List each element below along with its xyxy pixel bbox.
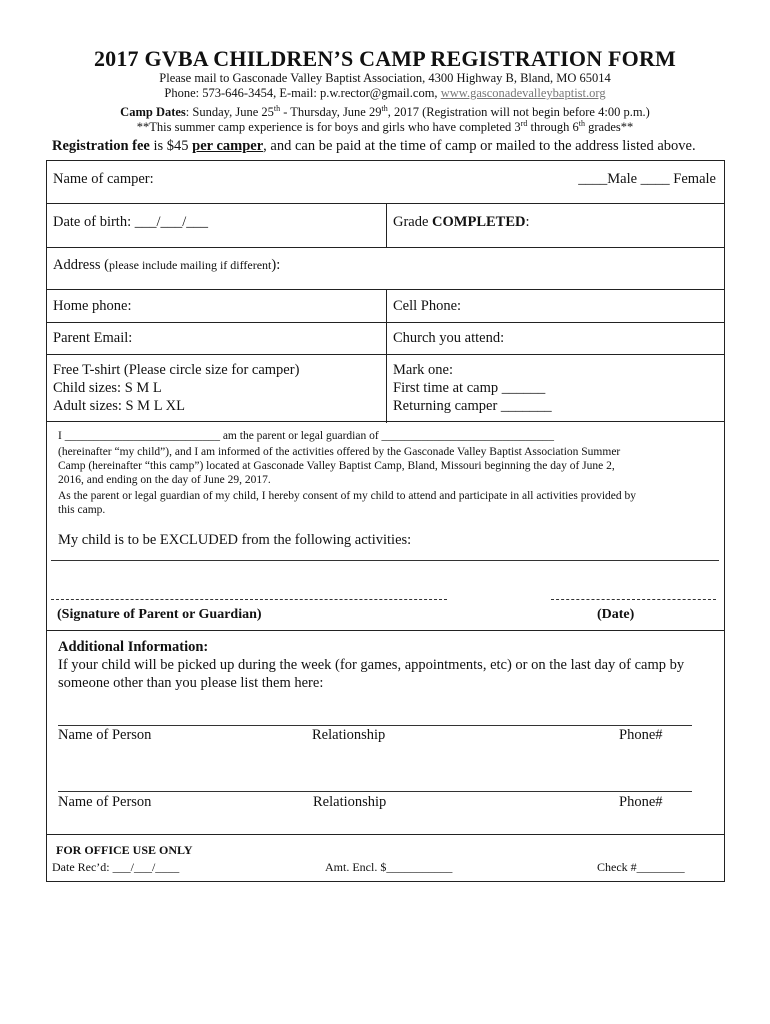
additional-info-section [46,630,725,835]
form-title: 2017 GVBA CHILDREN’S CAMP REGISTRATION FORM [93,46,677,71]
guardian-line[interactable]: I ___________________________ am the parent or legal guardian of ______________________________ [58,430,555,442]
consent-text-1: (hereinafter “my child”), and I am informed of the activities offered by the Gasconade Valley Baptist Association Summer [58,446,621,458]
additional-info-text-1: If your child will be picked up during the week (for games, appointments, etc) or on the last day of camp by [58,657,685,673]
phone-email-text: Phone: 573-646-3454, E-mail: p.w.rector@gmail.com, [164,86,441,100]
mark-one-label: Mark one: [393,362,453,378]
consent-text-5: this camp. [58,504,106,516]
contact-line [0,86,770,101]
adult-sizes-field[interactable]: Adult sizes: S M L XL [53,398,185,414]
amount-enclosed-field[interactable]: Amt. Encl. $___________ [325,860,453,874]
consent-section [46,421,725,631]
additional-info-title: Additional Information: [58,639,209,655]
camp-dates-line: Camp Dates: Sunday, June 25th - Thursday, June 29th, 2017 (Registration will not begin before 4:00 p.m.) [120,104,650,120]
date-received-field[interactable]: Date Rec’d: ___/___/____ [52,860,180,874]
excluded-activities-label: My child is to be EXCLUDED from the following activities: [58,532,412,548]
relationship-label-1: Relationship [312,727,386,743]
camper-info-table [46,160,725,422]
church-field[interactable]: Church you attend: [393,330,505,346]
registration-fee-line: Registration fee is $45 per camper, and can be paid at the time of camp or mailed to the address listed above. [52,138,696,154]
name-of-person-label-2: Name of Person [58,794,152,810]
phone-label-2: Phone# [619,794,663,810]
name-of-person-label-1: Name of Person [58,727,152,743]
child-sizes-field[interactable]: Child sizes: S M L [53,380,162,396]
pickup-person-line-1[interactable] [58,725,692,726]
consent-text-4: As the parent or legal guardian of my child, I hereby consent of my child to attend and participate in all activities provided by [58,490,637,502]
consent-text-2: Camp (hereinafter “this camp”) located at Gasconade Valley Baptist Camp, Bland, Missouri beginning the day of June 2, [58,460,615,472]
consent-text-3: 2016, and ending on the day of June 29, 2017. [58,474,271,486]
date-label: (Date) [597,607,635,622]
date-of-birth-field[interactable]: Date of birth: ___/___/___ [53,214,209,230]
parent-email-field[interactable]: Parent Email: [53,330,133,346]
date-line[interactable] [551,599,716,600]
tshirt-title: Free T-shirt (Please circle size for camper) [53,362,300,378]
office-use-section [46,834,725,882]
gender-field[interactable]: ____Male ____ Female [578,171,716,187]
relationship-label-2: Relationship [313,794,387,810]
phone-label-1: Phone# [619,727,663,743]
name-of-camper-field[interactable]: Name of camper: [53,171,154,187]
pickup-person-line-2[interactable] [58,791,692,792]
additional-info-text-2: someone other than you please list them here: [58,675,324,691]
first-time-field[interactable]: First time at camp ______ [393,380,546,396]
grade-completed-field[interactable]: Grade COMPLETED: [393,214,530,230]
mail-address-line: Please mail to Gasconade Valley Baptist Association, 4300 Highway B, Bland, MO 65014 [159,71,611,85]
address-field[interactable]: Address (please include mailing if different): [53,257,281,273]
returning-camper-field[interactable]: Returning camper _______ [393,398,552,414]
check-number-field[interactable]: Check #________ [597,860,685,874]
camp-dates-label: Camp Dates [120,105,186,120]
excluded-activities-line[interactable] [51,560,719,561]
signature-label: (Signature of Parent or Guardian) [57,607,262,622]
eligibility-line: **This summer camp experience is for boys and girls who have completed 3rd through 6th grades** [136,119,634,135]
home-phone-field[interactable]: Home phone: [53,298,132,314]
office-use-title: FOR OFFICE USE ONLY [56,843,193,857]
signature-line[interactable] [51,599,447,600]
website-link[interactable]: www.gasconadevalleybaptist.org [440,86,606,100]
cell-phone-field[interactable]: Cell Phone: [393,298,462,314]
